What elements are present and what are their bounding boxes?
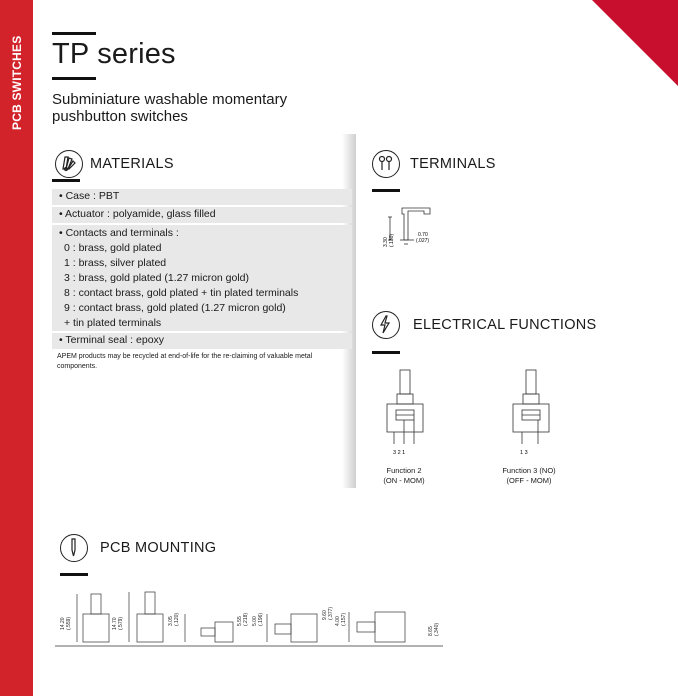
page-title: TP series bbox=[52, 38, 176, 70]
material-line: 9 : contact brass, gold plated (1.27 micron gold) bbox=[64, 302, 286, 314]
page-subtitle bbox=[52, 91, 352, 125]
material-line: 0 : brass, gold plated bbox=[64, 242, 162, 254]
pcb-dim-mm: 4.00 bbox=[335, 616, 341, 626]
title-rule-bottom bbox=[52, 77, 96, 80]
pcb-dim-in: (.157) bbox=[341, 612, 347, 626]
terminal-dim-width-in: (.027) bbox=[416, 238, 430, 244]
function-2-label: Function 2 bbox=[386, 466, 422, 475]
material-line: • Actuator : polyamide, glass filled bbox=[59, 208, 216, 220]
material-line: 8 : contact brass, gold plated + tin plated terminals bbox=[64, 287, 299, 299]
pcb-dim-in: (.559) bbox=[66, 616, 72, 630]
material-row-case bbox=[52, 189, 352, 205]
function-3-pins: 1 3 bbox=[520, 450, 528, 456]
pcb-dim-in: (.196) bbox=[258, 612, 264, 626]
pcb-dim-mm: 9.60 bbox=[322, 610, 328, 620]
material-line: • Terminal seal : epoxy bbox=[59, 334, 165, 346]
material-line: • Case : PBT bbox=[59, 190, 120, 202]
material-row-actuator bbox=[52, 207, 352, 223]
material-line: 3 : brass, gold plated (1.27 micron gold) bbox=[64, 272, 250, 284]
terminal-dim-width: 0.70 bbox=[418, 232, 428, 238]
lightning-icon bbox=[372, 311, 400, 339]
pcb-heading: PCB MOUNTING bbox=[100, 540, 217, 556]
note-line-1: APEM products may be recycled at end-of-life for the re-claiming of valuable metal bbox=[57, 353, 313, 360]
pcb-dim-mm: 3.05 bbox=[168, 616, 174, 626]
title-rule-top bbox=[52, 32, 96, 35]
subtitle-line-2: pushbutton switches bbox=[52, 108, 188, 125]
function-2-diagram bbox=[382, 368, 430, 460]
function-3-label: Function 3 (NO) bbox=[502, 466, 556, 475]
note-line-2: components. bbox=[57, 362, 98, 370]
function-2-pins: 3 2 1 bbox=[393, 450, 406, 456]
fan-icon bbox=[55, 150, 83, 178]
material-row-contacts bbox=[52, 225, 352, 331]
terminals-heading: TERMINALS bbox=[410, 156, 496, 172]
material-line: 1 : brass, silver plated bbox=[64, 257, 167, 269]
pcb-dim-in: (.218) bbox=[243, 612, 249, 626]
pcb-dim-mm: 14.70 bbox=[112, 617, 118, 630]
material-row-seal bbox=[52, 333, 352, 349]
recycling-note bbox=[57, 352, 357, 371]
terminal-drawing bbox=[378, 200, 448, 268]
sidebar-label: PCB SWITCHES bbox=[10, 35, 24, 130]
pcb-dim-mm: 5.55 bbox=[237, 616, 243, 626]
electrical-heading: ELECTRICAL FUNCTIONS bbox=[413, 317, 597, 333]
material-line: + tin plated terminals bbox=[64, 317, 162, 329]
electrical-rule bbox=[372, 351, 400, 354]
terminals-rule bbox=[372, 189, 400, 192]
terminal-dim-height: 3.30 bbox=[383, 237, 389, 247]
pcb-dim-in: (.340) bbox=[434, 622, 440, 636]
materials-rule bbox=[52, 179, 80, 182]
function-3-caption bbox=[492, 466, 566, 486]
pcb-dim-in: (.120) bbox=[174, 612, 180, 626]
pcb-rule bbox=[60, 573, 88, 576]
terminal-dim-height-in: (.130) bbox=[389, 233, 395, 247]
function-2-sub: (ON - MOM) bbox=[383, 476, 425, 485]
function-2-caption bbox=[372, 466, 436, 486]
probe-icon bbox=[60, 534, 88, 562]
pcb-mounting-drawing bbox=[55, 584, 445, 656]
pcb-dim-mm: 5.00 bbox=[252, 616, 258, 626]
subtitle-line-1: Subminiature washable momentary bbox=[52, 91, 288, 108]
materials-heading: MATERIALS bbox=[90, 156, 174, 172]
function-3-diagram bbox=[508, 368, 556, 460]
pcb-dim-in: (.579) bbox=[118, 616, 124, 630]
terminal-pins-icon bbox=[372, 150, 400, 178]
material-line: • Contacts and terminals : bbox=[59, 227, 179, 239]
corner-triangle bbox=[592, 0, 678, 86]
sidebar bbox=[0, 0, 33, 696]
pcb-dim-mm: 8.65 bbox=[428, 626, 434, 636]
pcb-dim-in: (.377) bbox=[328, 606, 334, 620]
pcb-dim-mm: 14.20 bbox=[60, 617, 66, 630]
function-3-sub: (OFF - MOM) bbox=[506, 476, 552, 485]
